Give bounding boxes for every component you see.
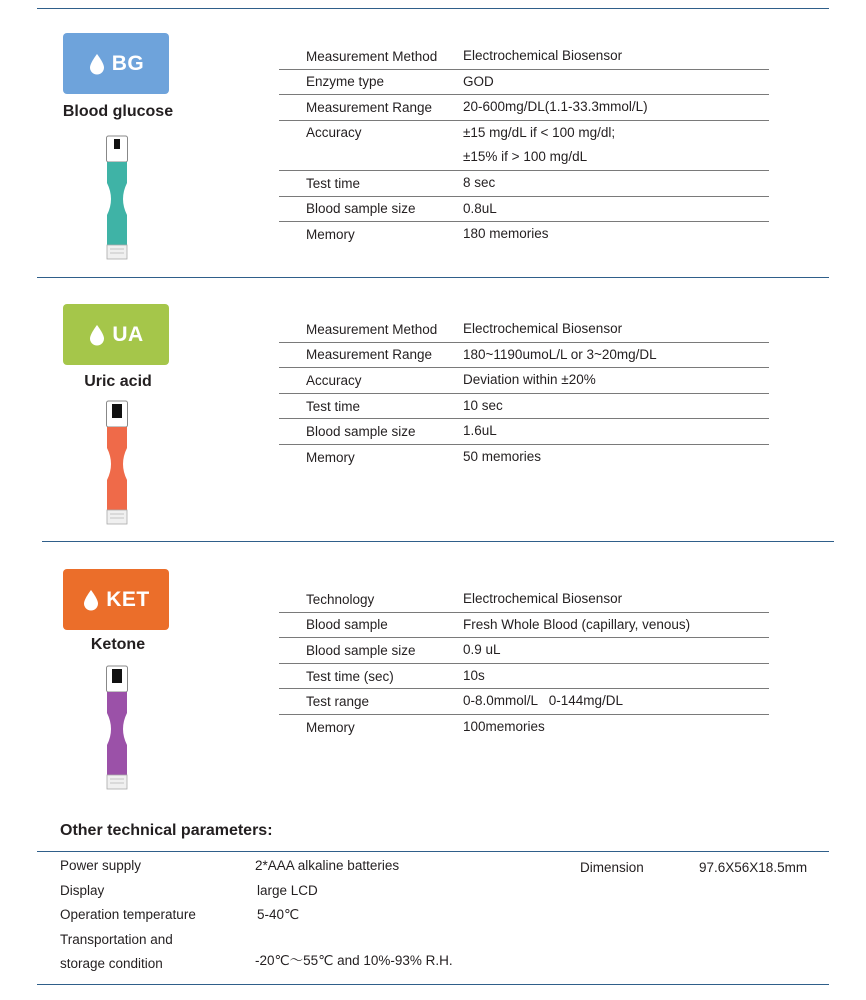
operation-temperature-value: 5-40℃ (257, 907, 300, 922)
spec-label: Measurement Method (306, 48, 438, 64)
spec-label: Accuracy (306, 372, 362, 388)
spec-label: Accuracy (306, 124, 362, 140)
category-name: Blood glucose (62, 103, 174, 120)
spec-label: Measurement Range (306, 99, 433, 115)
spec-value: 0-8.0mmol/L 0-144mg/DL (463, 693, 624, 709)
other-params-title: Other technical parameters: (60, 822, 273, 839)
dimension-value: 97.6X56X18.5mm (699, 860, 808, 875)
spec-value: ±15% if > 100 mg/dL (463, 149, 588, 165)
spec-value: 8 sec (463, 174, 496, 190)
spec-value: 180 memories (463, 226, 549, 242)
spec-value: Deviation within ±20% (463, 372, 596, 388)
spec-label: Blood sample size (306, 642, 416, 658)
display-value: large LCD (257, 883, 318, 898)
spec-value: 0.9 uL (463, 642, 501, 658)
spec-label: Memory (306, 226, 355, 242)
spec-label: Enzyme type (306, 74, 385, 90)
spec-label: Test time (sec) (306, 668, 394, 684)
spec-value: Electrochemical Biosensor (463, 591, 623, 606)
spec-label: Measurement Method (306, 321, 438, 337)
badge-code: UA (112, 322, 144, 346)
spec-value: 180~1190umoL/L or 3~20mg/DL (463, 346, 657, 362)
spec-value: Electrochemical Biosensor (463, 321, 623, 336)
spec-value: 1.6uL (463, 423, 497, 439)
spec-label: Test time (306, 398, 361, 414)
spec-value: ±15 mg/dL if < 100 mg/dl; (463, 124, 616, 140)
category-name: Uric acid (84, 373, 152, 390)
power-supply-value: 2*AAA alkaline batteries (255, 858, 400, 873)
spec-label: Test range (306, 694, 370, 710)
power-supply-label: Power supply (60, 858, 142, 873)
spec-label: Blood sample size (306, 201, 416, 217)
spec-value: 10s (463, 667, 485, 683)
spec-label: Blood sample (306, 617, 388, 633)
spec-label: Blood sample size (306, 424, 416, 440)
spec-label: Measurement Range (306, 347, 433, 363)
dimension-label: Dimension (580, 860, 644, 875)
spec-value: 0.8uL (463, 200, 497, 216)
spec-label: Memory (306, 719, 355, 735)
category-name: Ketone (90, 636, 146, 653)
spec-value: Electrochemical Biosensor (463, 48, 623, 63)
transport-storage-label: Transportation and (60, 932, 173, 947)
spec-value: 100memories (463, 718, 545, 734)
spec-value: 50 memories (463, 448, 542, 464)
display-label: Display (60, 883, 105, 898)
badge-code: BG (111, 51, 145, 75)
transport-storage-label: storage condition (60, 956, 163, 971)
operation-temperature-label: Operation temperature (60, 907, 196, 922)
spec-label: Technology (306, 591, 375, 607)
badge-code: KET (106, 587, 150, 611)
spec-label: Memory (306, 449, 355, 465)
spec-value: 10 sec (463, 397, 503, 413)
spec-value: GOD (463, 73, 494, 89)
spec-value: 20-600mg/DL(1.1-33.3mmol/L) (463, 99, 648, 115)
transport-storage-value: -20℃～55℃ and 10%-93% R.H. (255, 953, 453, 968)
spec-value: Fresh Whole Blood (capillary, venous) (463, 616, 691, 632)
spec-label: Test time (306, 175, 361, 191)
